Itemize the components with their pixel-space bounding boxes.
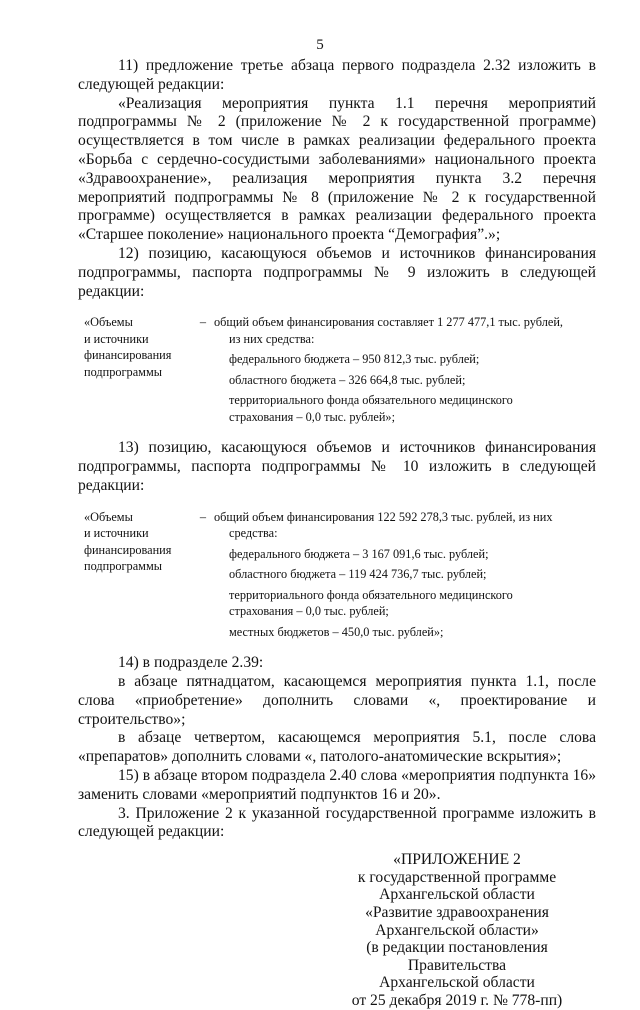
paragraph-item-3: 3. Приложение 2 к указанной государственной программе изложить в следующей редакции:	[78, 804, 596, 841]
financing-dash: –	[199, 315, 207, 330]
paragraph-item-14: 14) в подразделе 2.39:	[118, 654, 264, 672]
financing-dash: –	[199, 509, 207, 524]
financing-label: «Объемы и источники финансирования подпрограммы	[84, 315, 172, 379]
paragraph-abzac-15: в абзаце пятнадцатом, касающемся мероприятия пункта 1.1, после слова «приобретение» дополнить словами «, проектирование и строительство»;	[78, 673, 596, 728]
paragraph-item-12: 12) позицию, касающуюся объемов и источников финансирования подпрограммы, паспорта подпрограммы № 9 изложить в следующей редакции:	[78, 244, 596, 300]
financing-content: общий объем финансирования составляет 1 277 477,1 тыс. рублей, из них средства: федерального бюджета – 950 812,3 тыс. рублей; областного бюджета – 326 664,8 тыс. рублей; территориального фонда обязательного медицинского страхования – 0,0 тыс. рублей»;	[214, 315, 563, 424]
paragraph-quote-implementation: «Реализация мероприятия пункта 1.1 перечня мероприятий подпрограммы № 2 (приложение № 2 к государственной программе) осуществляется в том числе в рамках реализации федерального проекта «Борьба с сердечно-сосудистыми заболеваниями» национального проекта «Здравоохранение», реализация мероприятия пункта 3.2 перечня мероприятий подпрограммы № 8 (приложение № 2 к государственной программе) осуществляется в рамках реализации федерального проекта «Старшее поколение» национального проекта “Демография”.»;	[78, 94, 596, 244]
appendix-header: «ПРИЛОЖЕНИЕ 2 к государственной программе Архангельской области «Развитие здравоохранения Архангельской области» (в редакции постановления Правительства Архангельской области от 25 декабря 2019 г. № 778-пп)	[351, 851, 563, 1009]
page-number: 5	[316, 37, 324, 53]
document-body	[78, 57, 596, 1010]
paragraph-item-11: 11) предложение третье абзаца первого подраздела 2.32 изложить в следующей редакции:	[78, 57, 596, 93]
paragraph-item-13: 13) позицию, касающуюся объемов и источников финансирования подпрограммы, паспорта подпрограммы № 10 изложить в следующей редакции:	[78, 439, 596, 494]
paragraph-item-15: 15) в абзаце втором подраздела 2.40 слова «мероприятия подпункта 16» заменить словами «мероприятий подпунктов 16 и 20».	[78, 767, 596, 803]
financing-block-subprogram-9	[78, 314, 596, 425]
paragraph-abzac-4: в абзаце четвертом, касающемся мероприятия 5.1, после слова «препаратов» дополнить словами «, патолого-анатомические вскрытия»;	[78, 729, 596, 766]
financing-block-subprogram-10	[78, 509, 596, 641]
financing-label: «Объемы и источники финансирования подпрограммы	[84, 509, 172, 574]
financing-content: общий объем финансирования 122 592 278,3 тыс. рублей, из них средства: федерального бюджета – 3 167 091,6 тыс. рублей; областного бюджета – 119 424 736,7 тыс. рублей; территориального фонда обязательного медицинского страхования – 0,0 тыс. рублей; местных бюджетов – 450,0 тыс. рублей»;	[214, 509, 553, 639]
